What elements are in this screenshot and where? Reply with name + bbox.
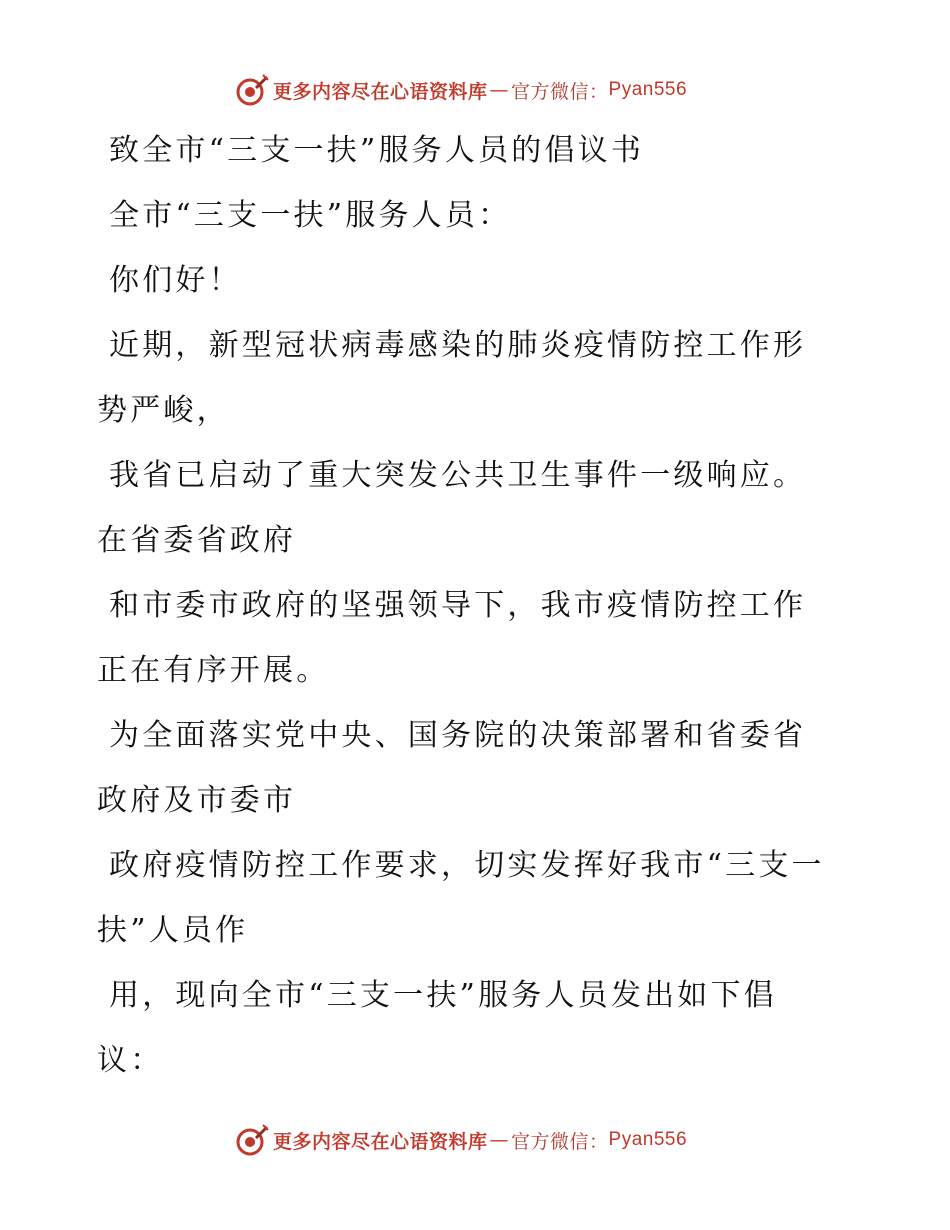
watermark-label: 官方微信： [511,1130,609,1153]
footer-watermark [235,1122,687,1158]
watermark-id: Pyan556 [608,1129,688,1150]
paragraph-1: 近期，新型冠状病毒感染的肺炎疫情防控工作形势严峻， [97,328,807,428]
watermark-dash: — [489,79,510,101]
paragraph-5: 政府疫情防控工作要求，切实发挥好我市“三支一扶”人员作 [97,848,825,948]
watermark-id: Pyan556 [608,79,688,100]
header-watermark [235,72,687,108]
watermark-label: 官方微信： [511,80,609,103]
watermark-dash: — [489,1129,510,1151]
pen-logo-icon [235,73,269,107]
paragraph-4: 为全面落实党中央、国务院的决策部署和省委省政府及市委市 [97,718,807,818]
watermark-brand: 更多内容尽在心语资料库 [273,1130,488,1153]
watermark-brand: 更多内容尽在心语资料库 [273,80,488,103]
greeting: 你们好！ [109,263,242,298]
document-body [97,118,837,1093]
paragraph-2: 我省已启动了重大突发公共卫生事件一级响应。在省委省政府 [97,458,807,558]
paragraph-6: 用，现向全市“三支一扶”服务人员发出如下倡议： [97,978,777,1078]
salutation: 全市“三支一扶”服务人员： [109,198,512,233]
paragraph-3: 和市委市政府的坚强领导下，我市疫情防控工作正在有序开展。 [97,588,807,688]
pen-logo-icon [235,1123,269,1157]
document-title: 致全市“三支一扶”服务人员的倡议书 [109,133,645,168]
